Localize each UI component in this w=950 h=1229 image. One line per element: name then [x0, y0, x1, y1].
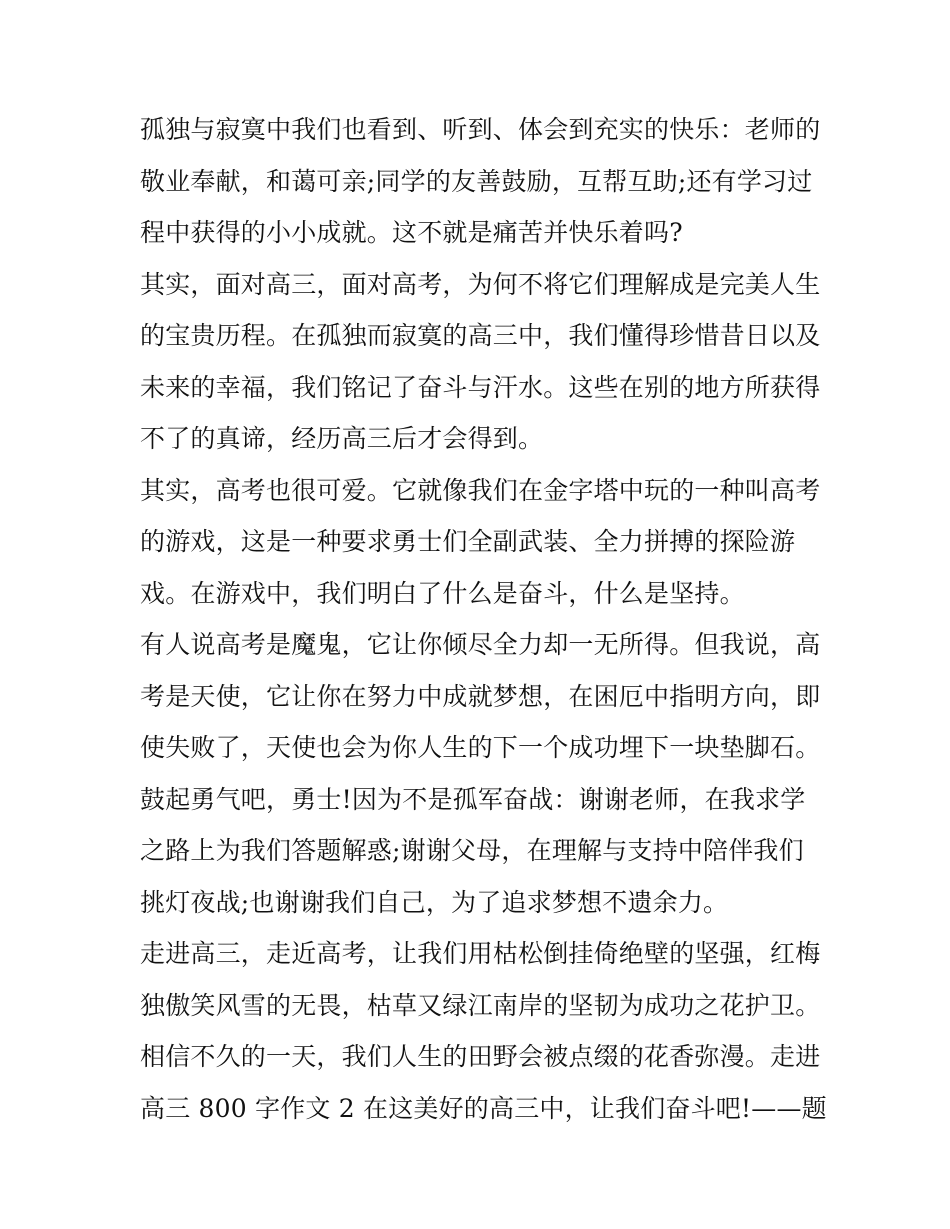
paragraph-2 — [140, 259, 820, 465]
text-line: 鼓起勇气吧，勇士!因为不是孤军奋战：谢谢老师，在我求学 — [140, 784, 806, 814]
text-line: 高三 800 字作文 2 在这美好的高三中，让我们奋斗吧!——题 — [140, 1093, 827, 1123]
paragraph-3 — [140, 465, 820, 620]
text-line: 的宝贵历程。在孤独而寂寞的高三中，我们懂得珍惜昔日以及 — [140, 321, 821, 350]
text-line: 使失败了，天使也会为你人生的下一个成功埋下一块垫脚石。 — [140, 733, 821, 762]
text-line: 敬业奉献，和蔼可亲;同学的友善鼓励，互帮互助;还有学习过 — [140, 166, 813, 196]
text-line: 程中获得的小小成就。这不就是痛苦并快乐着吗? — [140, 218, 683, 247]
text-line: 不了的真谛，经历高三后才会得到。 — [140, 424, 544, 453]
paragraph-5 — [140, 774, 820, 929]
text-line: 相信不久的一天，我们人生的田野会被点缀的花香弥漫。走进 — [140, 1042, 821, 1071]
text-line: 独傲笑风雪的无畏，枯草又绿江南岸的坚韧为成功之花护卫。 — [140, 990, 821, 1020]
text-line: 考是天使，它让你在努力中成就梦想，在困厄中指明方向，即 — [140, 681, 821, 711]
text-line: 未来的幸福，我们铭记了奋斗与汗水。这些在别的地方所获得 — [140, 372, 821, 402]
text-line: 其实，面对高三，面对高考，为何不将它们理解成是完美人生 — [140, 269, 821, 299]
text-line: 有人说高考是魔鬼，它让你倾尽全力却一无所得。但我说，高 — [140, 630, 821, 659]
text-line: 挑灯夜战;也谢谢我们自己，为了追求梦想不遗余力。 — [140, 887, 729, 917]
paragraph-4 — [140, 619, 820, 774]
text-line: 的游戏，这是一种要求勇士们全副武装、全力拼搏的探险游 — [140, 527, 796, 556]
text-line: 其实，高考也很可爱。它就像我们在金字塔中玩的一种叫高考 — [140, 475, 821, 505]
document-body — [140, 104, 827, 1134]
text-line: 走进高三，走近高考，让我们用枯松倒挂倚绝壁的坚强，红梅 — [140, 939, 821, 968]
paragraph-6 — [140, 928, 827, 1134]
text-line: 之路上为我们答题解惑;谢谢父母，在理解与支持中陪伴我们 — [140, 836, 804, 865]
text-line: 孤独与寂寞中我们也看到、听到、体会到充实的快乐：老师的 — [140, 115, 821, 144]
text-line: 戏。在游戏中，我们明白了什么是奋斗，什么是坚持。 — [140, 578, 745, 608]
paragraph-1 — [140, 104, 820, 259]
